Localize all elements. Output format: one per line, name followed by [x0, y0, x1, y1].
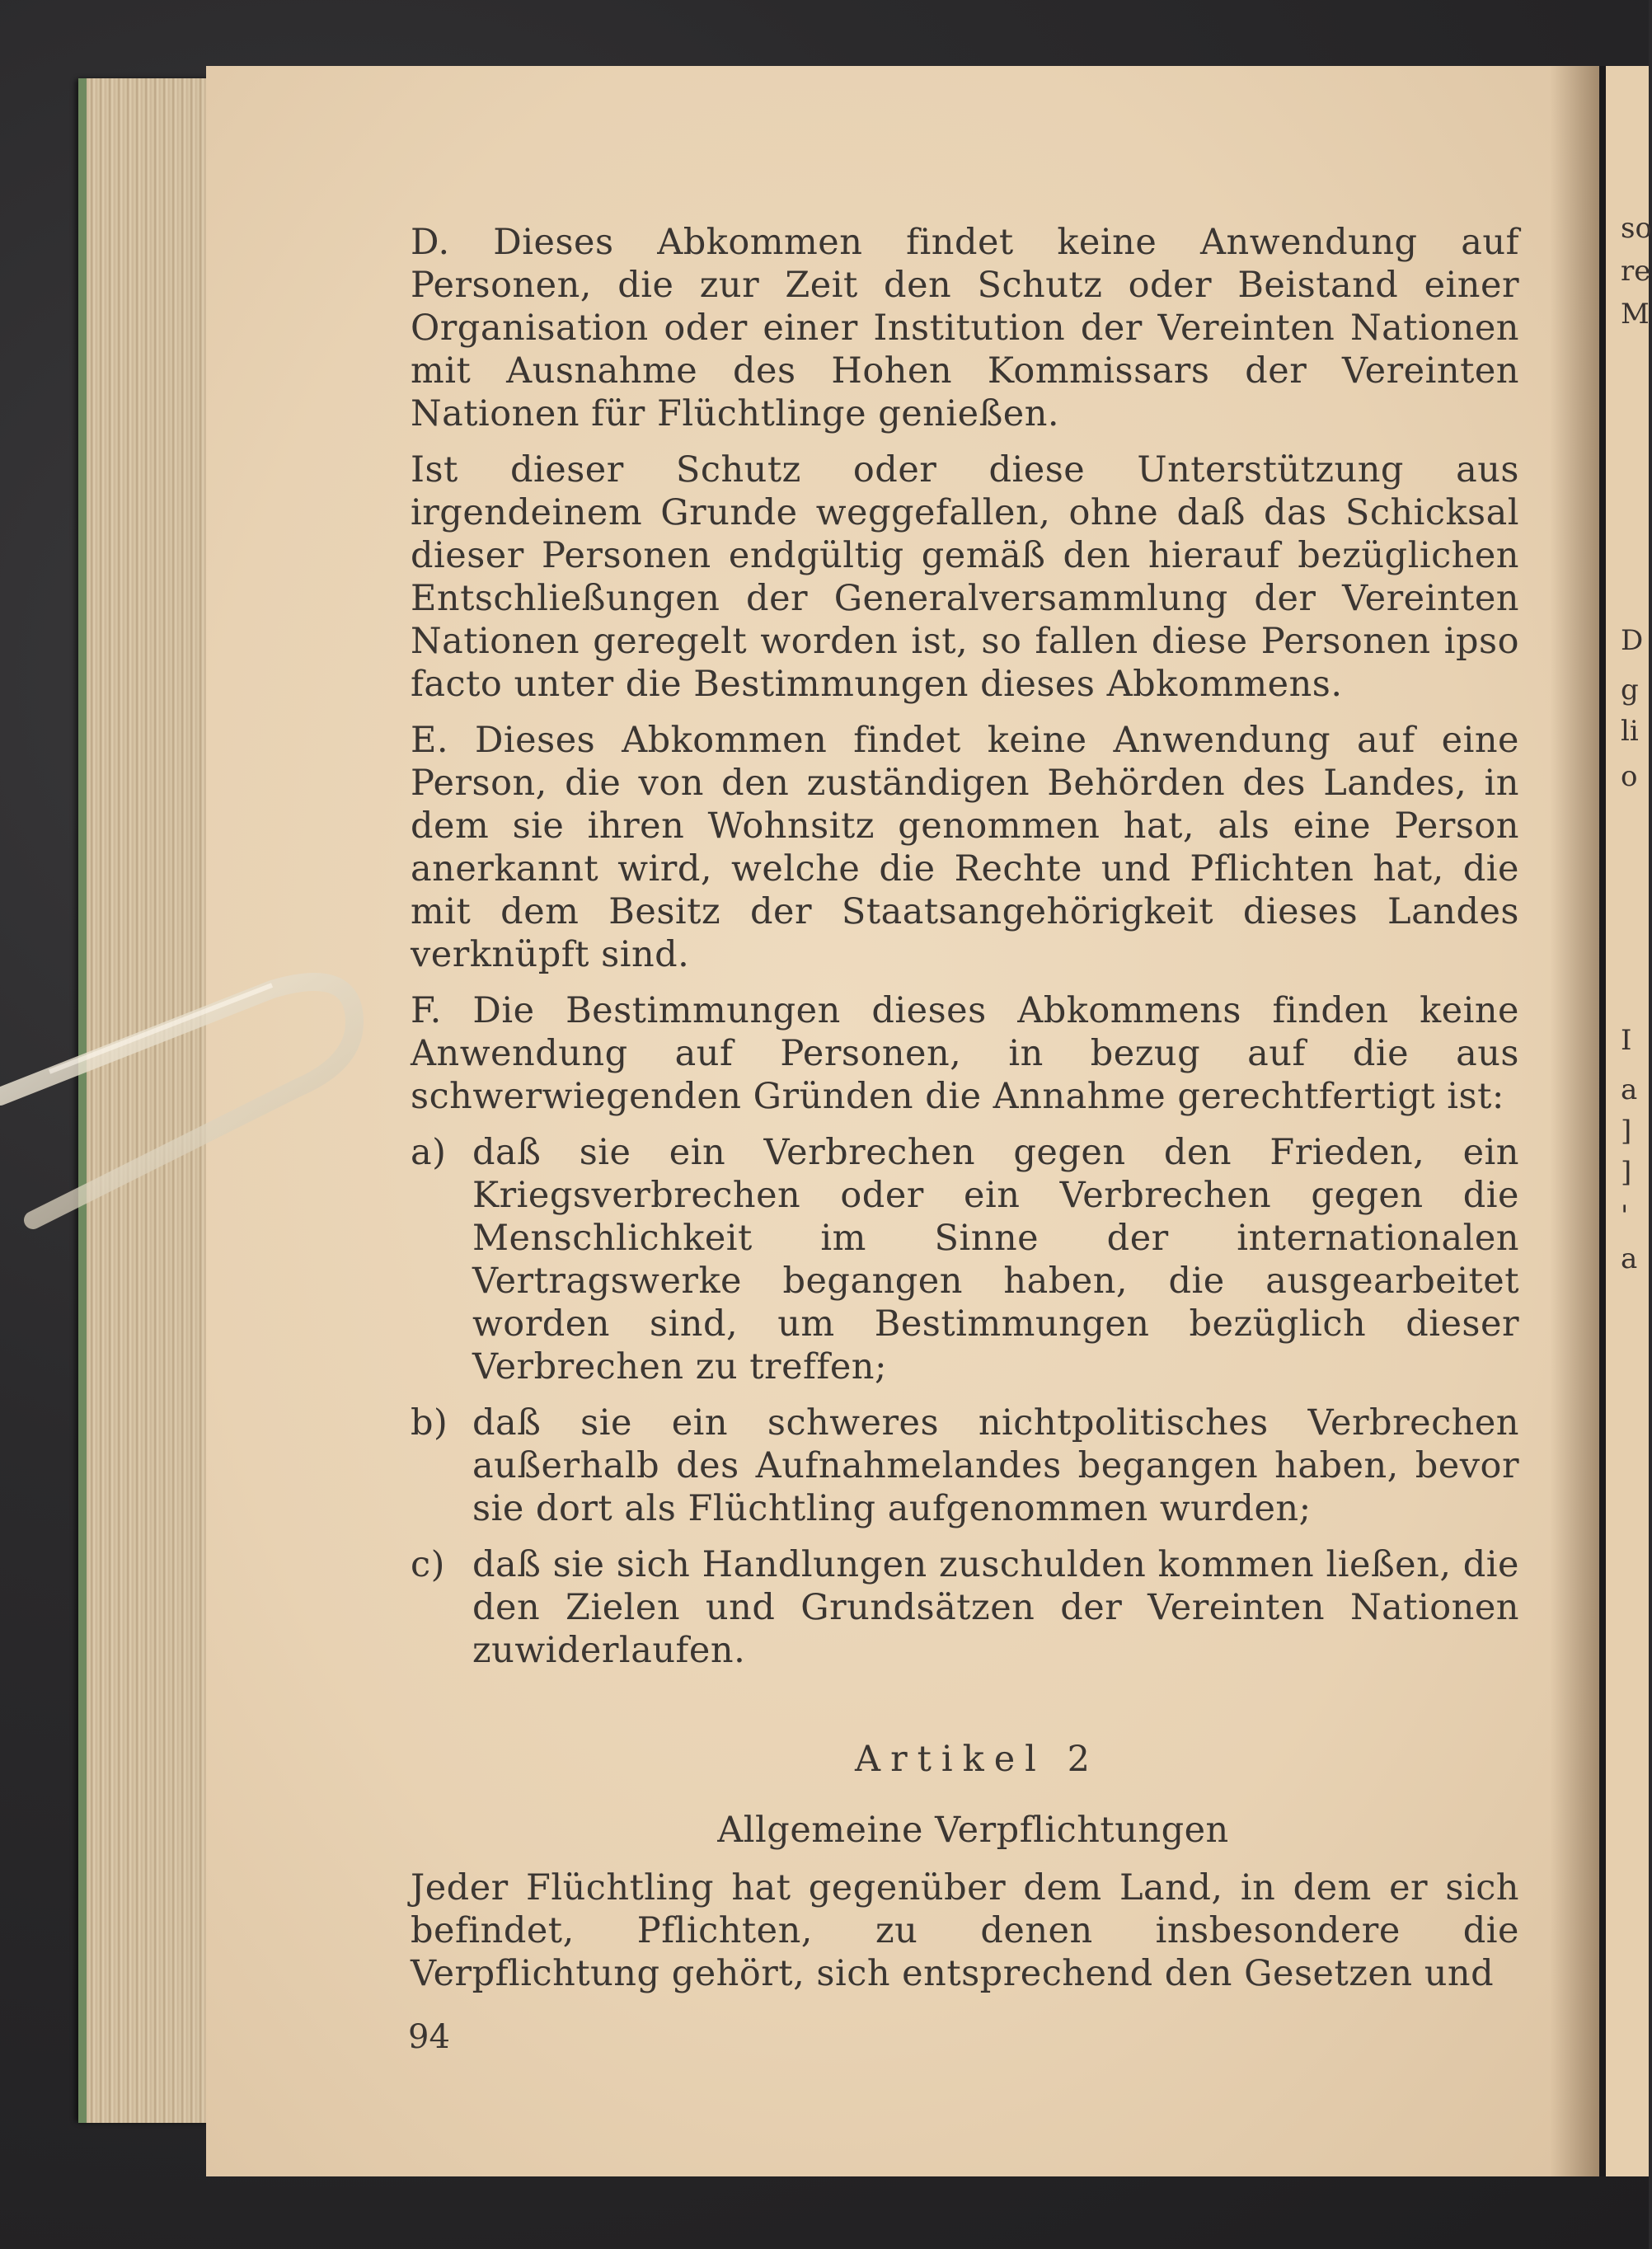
- article-heading: Artikel 2: [855, 1739, 1100, 1780]
- list-item: [411, 1131, 1519, 1388]
- paper-clip-icon: [0, 890, 379, 1253]
- list-item-text: daß sie ein schweres nichtpolitisches Verbrechen außerhalb des Aufnahmelandes begangen haben, bevor sie dort als Flüchtling aufgenommen wurden;: [472, 1402, 1519, 1529]
- facing-page-fragment: g: [1621, 674, 1639, 707]
- facing-page-fragment: ]: [1621, 1115, 1632, 1148]
- book-spine: [1599, 66, 1606, 2176]
- list-item-text: daß sie sich Handlungen zuschulden kommen ließen, die den Zielen und Grundsätzen der Vereinten Nationen zuwiderlaufen.: [472, 1544, 1519, 1671]
- facing-page-fragment: re: [1621, 255, 1651, 288]
- facing-page-fragment: D: [1621, 624, 1644, 657]
- facing-page-sliver: [1599, 66, 1652, 2176]
- list-item-marker: b): [411, 1402, 448, 1444]
- page-text-block: [411, 221, 1519, 2008]
- facing-page-fragment: li: [1621, 715, 1639, 748]
- facing-page-fragment: ]: [1621, 1156, 1632, 1189]
- paragraph-e: E. Dieses Abkommen findet keine Anwendung auf eine Person, die von den zuständigen Behörden des Landes, in dem sie ihren Wohnsitz genommen hat, als eine Person anerkannt wird, welche die Rechte und Pflichten hat, die mit dem Besitz der Staatsangehörigkeit dieses Landes verknüpft sind.: [411, 720, 1519, 975]
- list-item-marker: a): [411, 1132, 447, 1173]
- facing-page-fragment: o: [1621, 760, 1638, 793]
- list-item-marker: c): [411, 1544, 445, 1585]
- book-gutter-shadow: [1550, 66, 1599, 2176]
- article-subheading: Allgemeine Verpflichtungen: [717, 1810, 1229, 1851]
- list-item: [411, 1402, 1519, 1530]
- paragraph-d-continuation: Ist dieser Schutz oder diese Unterstützung aus irgendeinem Grunde weggefallen, ohne daß das Schicksal dieser Personen endgültig gemäß den hierauf bezüglichen Entschließungen der Generalversammlung der Vereinten Nationen geregelt worden ist, so fallen diese Personen ipso facto unter die Bestimmungen dieses Abkommens.: [411, 449, 1519, 705]
- list-item: [411, 1543, 1519, 1672]
- facing-page-fragment: so: [1621, 212, 1652, 245]
- facing-page-fragment: a: [1621, 1073, 1638, 1106]
- article-paragraph: Jeder Flüchtling hat gegenüber dem Land, in dem er sich befindet, Pflichten, zu denen insbesondere die Verpflichtung gehört, sich entsprechend den Gesetzen und: [411, 1867, 1519, 1994]
- paragraph-f: F. Die Bestimmungen dieses Abkommens finden keine Anwendung auf Personen, in bezug auf die aus schwerwiegenden Gründen die Annahme gerechtfertigt ist:: [411, 990, 1519, 1117]
- facing-page-fragment: ': [1621, 1200, 1629, 1232]
- facing-page-fragment: M: [1621, 298, 1650, 331]
- facing-page-fragment: I: [1621, 1024, 1632, 1057]
- list-item-text: daß sie ein Verbrechen gegen den Frieden, ein Kriegsverbrechen oder ein Verbrechen gegen die Menschlichkeit im Sinne der internationalen Vertragswerke begangen haben, die ausgearbeitet worden sind, um Bestimmungen bezüglich dieser Verbrechen zu treffen;: [472, 1132, 1519, 1387]
- page-number: 94: [408, 2018, 450, 2056]
- paragraph-d: D. Dieses Abkommen findet keine Anwendung auf Personen, die zur Zeit den Schutz oder Beistand einer Organisation oder einer Institution der Vereinten Nationen mit Ausnahme des Hohen Kommissars der Vereinten Nationen für Flüchtlinge genießen.: [411, 222, 1519, 434]
- facing-page-fragment: a: [1621, 1242, 1638, 1275]
